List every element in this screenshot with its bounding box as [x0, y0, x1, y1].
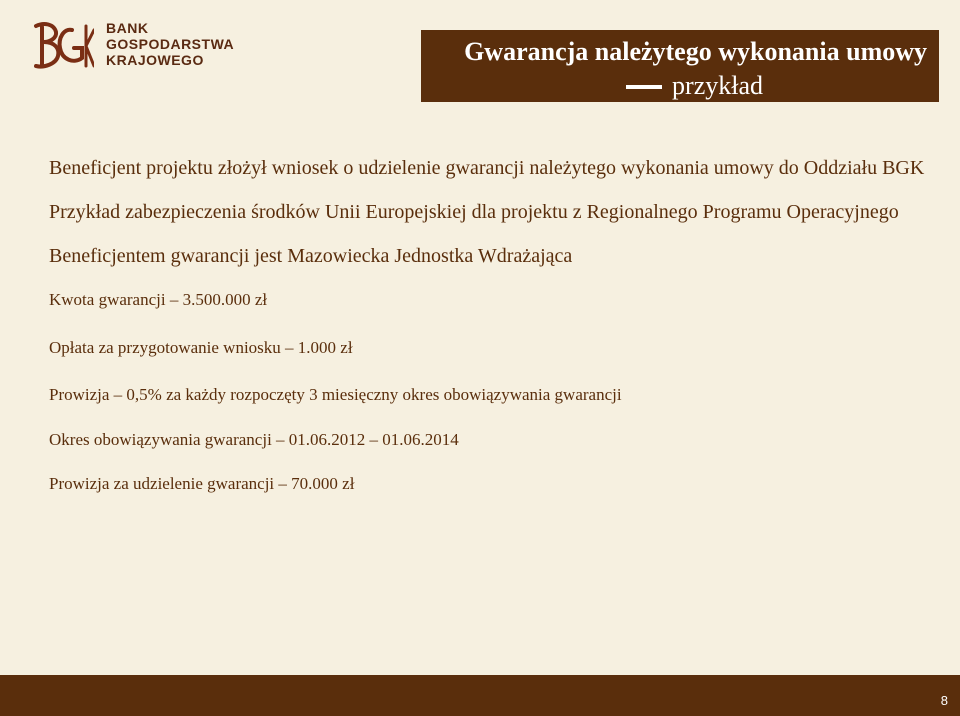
dash-decoration: [626, 85, 662, 89]
bank-name-line: KRAJOWEGO: [106, 52, 204, 68]
footer-bar: [0, 675, 960, 716]
bank-name-line: BANK: [106, 20, 149, 36]
body-paragraph: Prowizja za udzielenie gwarancji – 70.000 zł: [49, 474, 355, 493]
body-paragraph: Beneficjentem gwarancji jest Mazowiecka Jednostka Wdrażająca: [49, 245, 573, 267]
slide-title: Gwarancja należytego wykonania umowy: [464, 37, 927, 66]
body-paragraph: Kwota gwarancji – 3.500.000 zł: [49, 290, 268, 309]
slide-body: [49, 150, 929, 495]
body-paragraph: Przykład zabezpieczenia środków Unii Europejskiej dla projektu z Regionalnego Programu Operacyjnego: [49, 201, 899, 223]
bgk-logo: [30, 16, 250, 76]
body-paragraph: Beneficjent projektu złożył wniosek o udzielenie gwarancji należytego wykonania umowy do Oddziału BGK: [49, 157, 925, 179]
page-number: 8: [940, 693, 948, 708]
bank-name-line: GOSPODARSTWA: [106, 36, 235, 52]
slide-subtitle-text: przykład: [672, 71, 763, 100]
title-banner: [421, 30, 939, 102]
bank-name: [106, 20, 234, 68]
slide-subtitle: [626, 71, 763, 101]
body-paragraph: Prowizja – 0,5% za każdy rozpoczęty 3 miesięczny okres obowiązywania gwarancji: [49, 385, 622, 404]
body-paragraph: Okres obowiązywania gwarancji – 01.06.2012 – 01.06.2014: [49, 430, 459, 449]
bgk-monogram-icon: [30, 20, 94, 72]
body-paragraph: Opłata za przygotowanie wniosku – 1.000 zł: [49, 338, 353, 357]
